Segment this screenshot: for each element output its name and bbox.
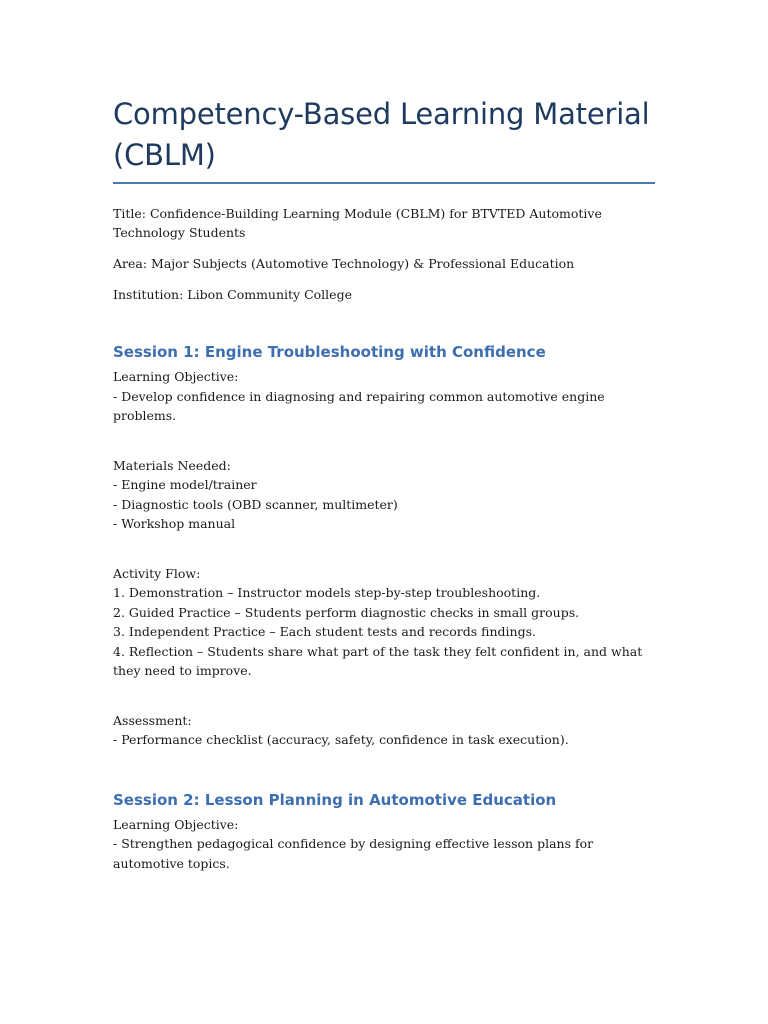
activity-step: 4. Reflection – Students share what part of the task they felt confident in, and what they need to improve. [113,643,643,678]
document-meta [113,204,655,304]
objective-label: Learning Objective: [113,369,239,384]
document-title: Competency-Based Learning Material (CBLM) [113,97,650,172]
session-2-heading: Session 2: Lesson Planning in Automotive Education [113,790,557,809]
objective-label: Learning Objective: [113,816,239,832]
meta-title: Title: Confidence-Building Learning Module (CBLM) for BTVTED Automotive Technology Students [113,206,602,240]
session-2-objective [113,815,655,874]
session-1 [113,342,655,750]
materials-item: - Diagnostic tools (OBD scanner, multimeter) [113,496,398,512]
activity-step: 1. Demonstration – Instructor models step-by-step troubleshooting. [113,585,541,600]
assessment-label: Assessment: [113,712,192,728]
materials-label: Materials Needed: [113,457,231,473]
session-1-activity [113,564,655,681]
title-underline [113,182,655,184]
objective-line: - Develop confidence in diagnosing and repairing common automotive engine problems. [113,388,605,423]
activity-label: Activity Flow: [113,565,201,581]
meta-area: Area: Major Subjects (Automotive Technology) & Professional Education [113,256,575,271]
document-content [113,94,655,903]
session-1-heading: Session 1: Engine Troubleshooting with Confidence [113,343,546,361]
activity-step: 3. Independent Practice – Each student tests and records findings. [113,624,536,639]
assessment-line: - Performance checklist (accuracy, safety, confidence in task execution). [113,732,569,747]
session-1-assessment [113,711,655,750]
session-2 [113,790,655,874]
meta-institution: Institution: Libon Community College [113,287,352,302]
materials-item: - Engine model/trainer [113,477,257,492]
activity-step: 2. Guided Practice – Students perform diagnostic checks in small groups. [113,604,580,620]
materials-item: - Workshop manual [113,516,236,531]
session-1-objective [113,367,655,426]
session-1-materials [113,456,655,534]
objective-line: - Strengthen pedagogical confidence by designing effective lesson plans for automotive topics. [113,836,594,871]
